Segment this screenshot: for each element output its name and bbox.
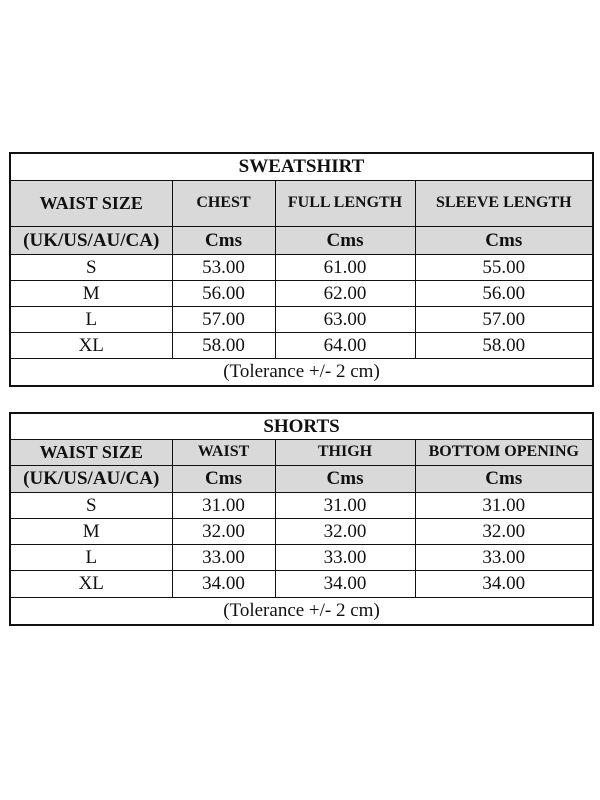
value-cell: 32.00 xyxy=(275,518,415,544)
value-cell: 64.00 xyxy=(275,332,415,358)
value-cell: 57.00 xyxy=(172,306,275,332)
size-cell: S xyxy=(10,492,172,518)
size-cell: XL xyxy=(10,570,172,597)
header-row xyxy=(10,439,593,465)
size-cell: XL xyxy=(10,332,172,358)
unit-cell: Cms xyxy=(275,226,415,254)
tolerance-note: (Tolerance +/- 2 cm) xyxy=(10,597,593,625)
sweatshirt-size-table xyxy=(9,152,594,387)
value-cell: 57.00 xyxy=(415,306,593,332)
unit-region: (UK/US/AU/CA) xyxy=(10,465,172,492)
header-chest: CHEST xyxy=(172,180,275,226)
table-row xyxy=(10,570,593,597)
value-cell: 62.00 xyxy=(275,280,415,306)
value-cell: 33.00 xyxy=(415,544,593,570)
header-sleeve-length: SLEEVE LENGTH xyxy=(415,180,593,226)
unit-cell: Cms xyxy=(275,465,415,492)
value-cell: 56.00 xyxy=(415,280,593,306)
value-cell: 34.00 xyxy=(275,570,415,597)
table-row xyxy=(10,544,593,570)
size-cell: S xyxy=(10,254,172,280)
table-title: SHORTS xyxy=(10,413,593,439)
value-cell: 31.00 xyxy=(275,492,415,518)
value-cell: 61.00 xyxy=(275,254,415,280)
value-cell: 31.00 xyxy=(172,492,275,518)
value-cell: 56.00 xyxy=(172,280,275,306)
tolerance-row xyxy=(10,597,593,625)
value-cell: 32.00 xyxy=(415,518,593,544)
unit-cell: Cms xyxy=(415,465,593,492)
size-cell: M xyxy=(10,518,172,544)
unit-region: (UK/US/AU/CA) xyxy=(10,226,172,254)
table-row xyxy=(10,306,593,332)
header-waist-size: WAIST SIZE xyxy=(10,439,172,465)
value-cell: 34.00 xyxy=(415,570,593,597)
table-row xyxy=(10,492,593,518)
value-cell: 33.00 xyxy=(275,544,415,570)
header-waist: WAIST xyxy=(172,439,275,465)
size-cell: M xyxy=(10,280,172,306)
unit-cell: Cms xyxy=(172,226,275,254)
header-waist-size: WAIST SIZE xyxy=(10,180,172,226)
table-row xyxy=(10,254,593,280)
header-full-length: FULL LENGTH xyxy=(275,180,415,226)
value-cell: 58.00 xyxy=(172,332,275,358)
size-cell: L xyxy=(10,306,172,332)
shorts-size-table xyxy=(9,412,594,626)
value-cell: 33.00 xyxy=(172,544,275,570)
table-row xyxy=(10,518,593,544)
unit-cell: Cms xyxy=(415,226,593,254)
units-row xyxy=(10,465,593,492)
value-cell: 32.00 xyxy=(172,518,275,544)
tolerance-row xyxy=(10,358,593,386)
tolerance-note: (Tolerance +/- 2 cm) xyxy=(10,358,593,386)
units-row xyxy=(10,226,593,254)
header-thigh: THIGH xyxy=(275,439,415,465)
table-row xyxy=(10,280,593,306)
header-row xyxy=(10,180,593,226)
value-cell: 55.00 xyxy=(415,254,593,280)
size-cell: L xyxy=(10,544,172,570)
unit-cell: Cms xyxy=(172,465,275,492)
value-cell: 31.00 xyxy=(415,492,593,518)
table-row xyxy=(10,332,593,358)
table-title-row xyxy=(10,413,593,439)
table-title-row xyxy=(10,153,593,180)
value-cell: 53.00 xyxy=(172,254,275,280)
value-cell: 63.00 xyxy=(275,306,415,332)
table-title: SWEATSHIRT xyxy=(10,153,593,180)
value-cell: 34.00 xyxy=(172,570,275,597)
header-bottom-opening: BOTTOM OPENING xyxy=(415,439,593,465)
value-cell: 58.00 xyxy=(415,332,593,358)
